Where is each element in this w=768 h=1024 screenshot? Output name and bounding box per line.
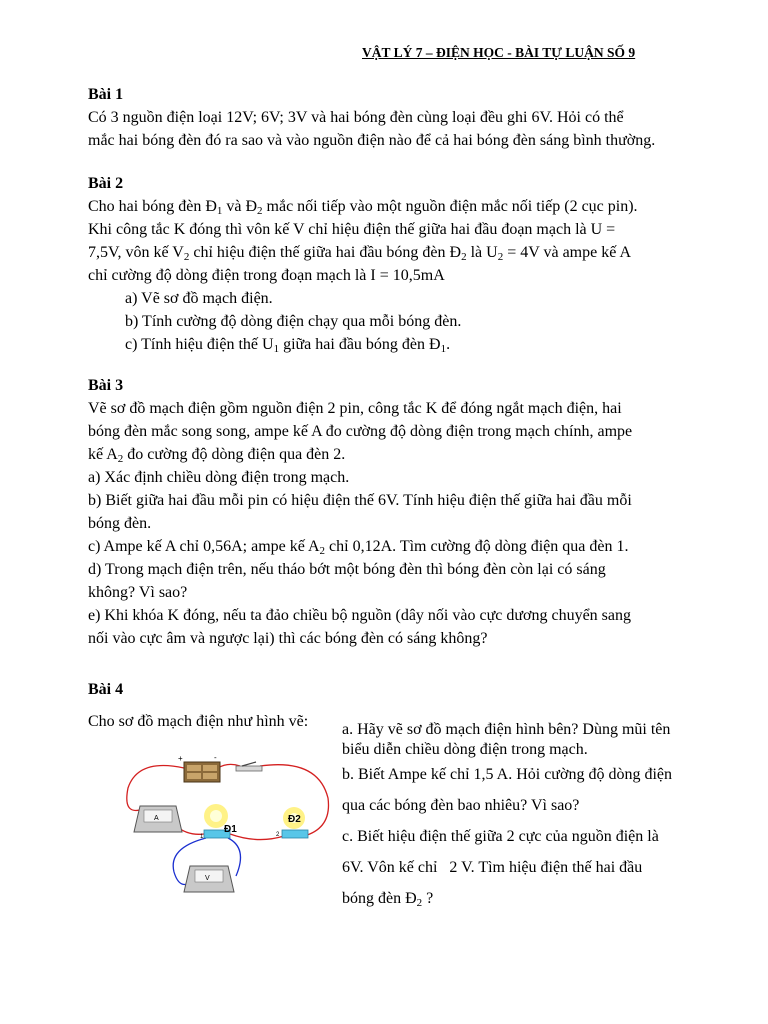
lamp-1-icon	[200, 804, 237, 840]
exercise-2-line-3: 7,5V, vôn kế $V_2$ chỉ hiệu điện thế giữa hai đầu bóng đèn $Đ_2$ là $U_2 = 4V$ và ampe kế A	[88, 244, 631, 263]
exercise-4-part-c-3: bóng đèn $Đ_2$ ?	[342, 890, 434, 909]
exercise-3-title: Bài 3	[88, 377, 124, 394]
exercise-3-part-d-1: d) Trong mạch điện trên, nếu tháo bớt một bóng đèn thì bóng đèn còn lại có sáng	[88, 561, 606, 578]
wire-battery-to-ammeter	[127, 766, 184, 811]
exercise-4-part-b-1: b. Biết Ampe kế chỉ 1,5 A. Hỏi cường độ dòng điện	[342, 766, 672, 783]
lamp-2-terminal: 2	[276, 832, 280, 838]
exercise-1-line-1: Có 3 nguồn điện loại 12V; 6V; 3V và hai bóng đèn cùng loại đều ghi 6V. Hỏi có thể	[88, 109, 624, 126]
battery-plus-label: +	[178, 754, 183, 763]
exercise-3-part-e-2: nối vào cực âm và ngược lại) thì các bóng đèn có sáng không?	[88, 630, 488, 647]
exercise-3-part-c: c) Ampe kế A chỉ 0,56A; ampe kế $A_2$ chỉ 0,12A. Tìm cường độ dòng điện qua đèn 1.	[88, 538, 629, 557]
exercise-3-part-e-1: e) Khi khóa K đóng, nếu ta đảo chiều bộ nguồn (dây nối vào cực dương chuyển sang	[88, 607, 631, 624]
lamp-2-icon	[276, 807, 308, 838]
exercise-4-questions	[342, 718, 702, 910]
exercise-3-part-a: a) Xác định chiều dòng điện trong mạch.	[88, 469, 350, 486]
exercise-4	[88, 678, 694, 701]
exercise-4-part-c-2: 6V. Vôn kế chỉ 2 V. Tìm hiệu điện thế hai đầu	[342, 859, 643, 876]
exercise-4-intro: Cho sơ đồ mạch điện như hình vẽ:	[88, 713, 309, 730]
exercise-2-part-c: c) Tính hiệu điện thế $U_1$ giữa hai đầu bóng đèn $Đ_1$.	[125, 336, 451, 355]
lamp-1-terminal: 1	[200, 834, 204, 840]
voltmeter-icon	[184, 866, 234, 892]
exercise-3-line-3: kế $A_2$ đo cường độ dòng điện qua đèn 2.	[88, 446, 346, 465]
switch-icon	[236, 762, 262, 771]
exercise-2-part-a: a) Vẽ sơ đồ mạch điện.	[125, 290, 273, 307]
exercise-4-part-c-1: c. Biết hiệu điện thế giữa 2 cực của nguồn điện là	[342, 828, 659, 845]
exercise-2-title: Bài 2	[88, 175, 124, 192]
circuit-diagram	[118, 748, 340, 898]
voltmeter-symbol: V	[205, 875, 210, 882]
lamp-1-label: Đ1	[224, 824, 237, 835]
battery-minus-label: -	[214, 753, 217, 762]
exercise-4-part-a-1: a. Hãy vẽ sơ đồ mạch điện hình bên? Dùng mũi tên	[342, 721, 671, 738]
exercise-2-line-4: chỉ cường độ dòng điện trong đoạn mạch là I = 10,5mA	[88, 267, 445, 284]
ammeter-symbol: A	[154, 815, 159, 822]
exercise-3-part-b-2: bóng đèn.	[88, 515, 152, 532]
document-header: VẬT LÝ 7 – ĐIỆN HỌC - BÀI TỰ LUẬN SỐ 9	[362, 45, 636, 60]
exercise-2-part-b: b) Tính cường độ dòng điện chạy qua mỗi bóng đèn.	[125, 313, 462, 330]
exercise-4-title: Bài 4	[88, 681, 124, 698]
ammeter-icon	[134, 806, 182, 832]
exercise-4-part-a-2: biểu diễn chiều dòng điện trong mạch.	[342, 741, 588, 758]
exercise-3-line-1: Vẽ sơ đồ mạch điện gồm nguồn điện 2 pin, công tắc K để đóng ngắt mạch điện, hai	[88, 400, 622, 417]
exercise-2-line-2: Khi công tắc K đóng thì vôn kế V chỉ hiệu điện thế giữa hai đầu đoạn mạch là U =	[88, 221, 616, 238]
exercise-3-line-2: bóng đèn mắc song song, ampe kế A đo cường độ dòng điện trong mạch chính, ampe	[88, 423, 633, 440]
exercise-3	[88, 374, 694, 650]
exercise-2	[88, 172, 694, 356]
wire-voltmeter-right	[228, 838, 241, 876]
exercise-2-line-1: Cho hai bóng đèn $Đ_1$ và $Đ_2$ mắc nối tiếp vào một nguồn điện mắc nối tiếp (2 cục pin).	[88, 198, 638, 217]
exercise-3-part-b-1: b) Biết giữa hai đầu mỗi pin có hiệu điện thế 6V. Tính hiệu điện thế giữa hai đầu mỗi	[88, 492, 632, 509]
exercise-3-part-d-2: không? Vì sao?	[88, 584, 188, 601]
lamp-2-label: Đ2	[288, 814, 301, 825]
battery-icon	[178, 753, 220, 782]
exercise-1-line-2: mắc hai bóng đèn đó ra sao và vào nguồn điện nào để cả hai bóng đèn sáng bình thường.	[88, 132, 656, 149]
exercise-1-title: Bài 1	[88, 86, 124, 103]
exercise-1	[88, 83, 694, 152]
exercise-4-part-b-2: qua các bóng đèn bao nhiêu? Vì sao?	[342, 797, 580, 814]
